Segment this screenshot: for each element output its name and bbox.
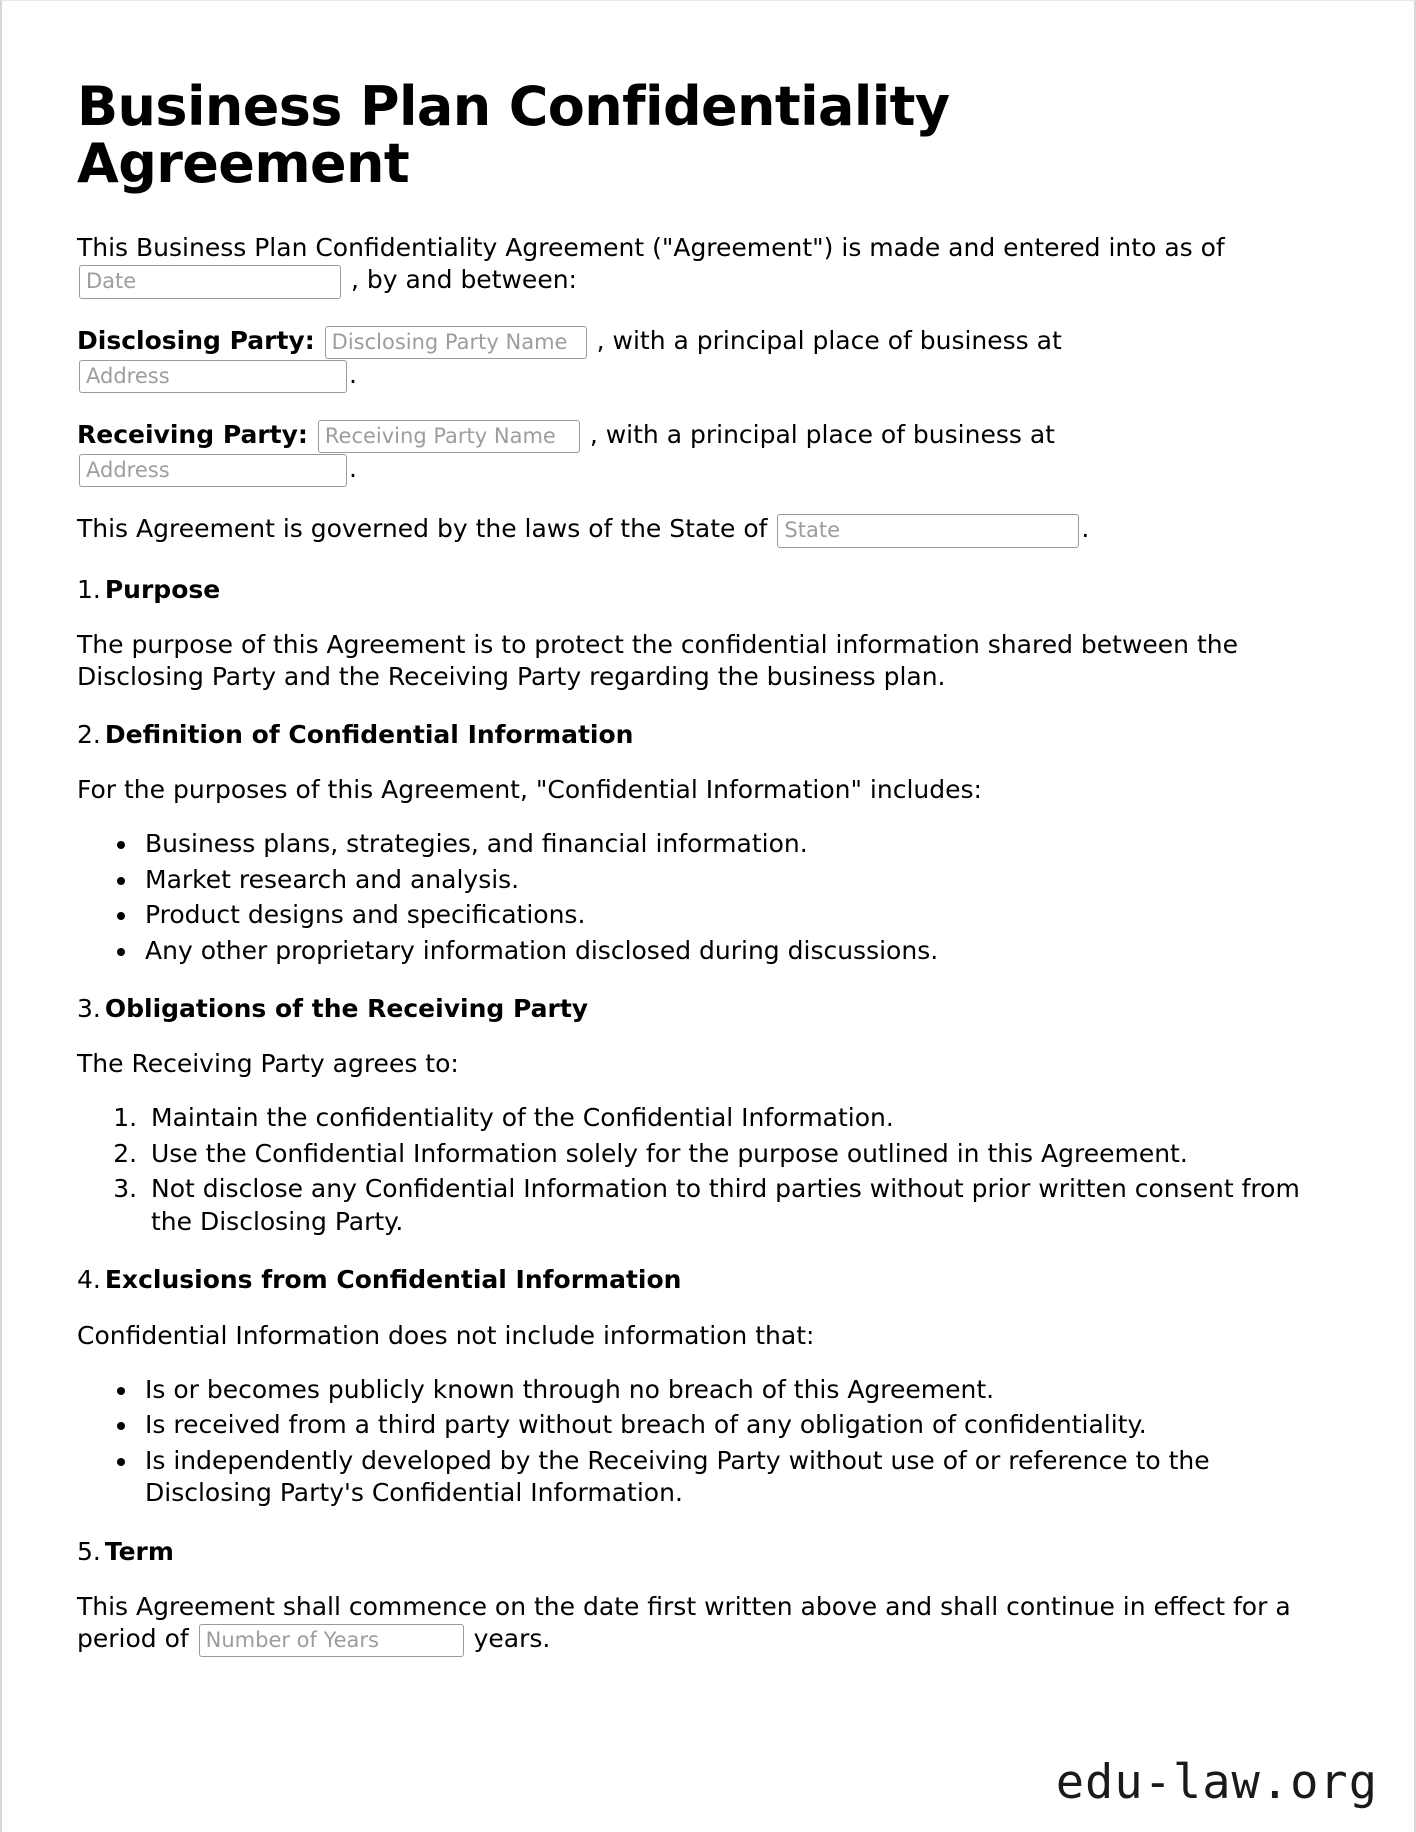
exclusions-list <box>77 1374 1322 1510</box>
section-body-2: For the purposes of this Agreement, "Confidential Information" includes: <box>77 775 982 804</box>
governing-law-text-after: . <box>1081 514 1090 544</box>
list-item: • Product designs and specifications. <box>139 899 1322 932</box>
section-title-1: Purpose <box>104 574 221 604</box>
receiving-party-end-text: . <box>349 454 357 484</box>
section-heading-5 <box>77 1536 1322 1567</box>
term-paragraph <box>77 1591 1322 1657</box>
section-body-4: Confidential Information does not include information that: <box>77 1320 815 1350</box>
section-body-1: The purpose of this Agreement is to protect the confidential information shared between the Disclosing Party and the Receiving Party regarding the business plan. <box>77 629 1238 691</box>
governing-law-text-before: This Agreement is governed by the laws of the State of <box>77 514 768 544</box>
disclosing-party-paragraph <box>77 325 1322 393</box>
section-number-3: 3. <box>77 994 101 1023</box>
number-of-years-input[interactable] <box>199 1624 464 1657</box>
receiving-party-obligations-list <box>77 1102 1322 1238</box>
section-title-3: Obligations of the Receiving Party <box>104 994 589 1023</box>
section-title-5: Term <box>104 1536 174 1566</box>
date-input[interactable] <box>79 265 341 298</box>
page-title: Business Plan Confidentiality Agreement <box>77 75 950 195</box>
receiving-party-middle-text: , with a principal place of business at <box>589 419 1055 449</box>
list-item: 2. Use the Confidential Information solely for the purpose outlined in this Agreement. <box>145 1138 1322 1171</box>
section-number-1: 1. <box>77 574 101 604</box>
confidential-information-list <box>77 828 1322 967</box>
receiving-party-label: Receiving Party: <box>77 419 308 449</box>
section-number-2: 2. <box>77 719 101 749</box>
list-item: • Any other proprietary information disclosed during discussions. <box>139 935 1322 968</box>
intro-text-before-date: This Business Plan Confidentiality Agreement ("Agreement") is made and entered into as of <box>77 233 1225 263</box>
disclosing-party-label: Disclosing Party: <box>77 325 315 355</box>
list-item: • Business plans, strategies, and financial information. <box>139 828 1322 861</box>
term-text-before: This Agreement shall commence on the date first written above and shall continue in effect for a period of <box>77 1591 1291 1653</box>
section-body-3: The Receiving Party agrees to: <box>77 1049 459 1079</box>
section-heading-2 <box>77 719 1322 750</box>
list-item: • Market research and analysis. <box>139 864 1322 897</box>
term-text-after: years. <box>473 1623 551 1653</box>
governing-law-paragraph <box>77 513 1322 547</box>
disclosing-party-name-input[interactable] <box>325 326 587 359</box>
state-input[interactable] <box>777 514 1079 547</box>
receiving-party-name-input[interactable] <box>318 420 580 453</box>
receiving-party-address-input[interactable] <box>79 454 347 487</box>
section-heading-4 <box>77 1264 1322 1295</box>
section-title-4: Exclusions from Confidential Information <box>104 1265 682 1295</box>
section-heading-3 <box>77 993 1322 1024</box>
intro-paragraph <box>77 232 1322 298</box>
section-number-5: 5. <box>77 1536 101 1566</box>
list-item: • Is or becomes publicly known through no breach of this Agreement. <box>139 1374 1322 1407</box>
section-title-2: Definition of Confidential Information <box>104 719 634 749</box>
disclosing-party-address-input[interactable] <box>79 360 347 393</box>
list-item: • Is received from a third party without breach of any obligation of confidentiality. <box>139 1409 1322 1442</box>
list-item: • Is independently developed by the Receiving Party without use of or reference to the Disclosing Party's Confidential Information. <box>139 1445 1322 1510</box>
watermark: edu-law.org <box>1055 1755 1378 1810</box>
document-content <box>77 75 1322 1683</box>
section-number-4: 4. <box>77 1265 101 1295</box>
list-item: 3. Not disclose any Confidential Information to third parties without prior written consent from the Disclosing Party. <box>145 1173 1322 1238</box>
intro-text-after-date: , by and between: <box>350 265 577 295</box>
list-item: 1. Maintain the confidentiality of the Confidential Information. <box>145 1102 1322 1135</box>
receiving-party-paragraph <box>77 419 1322 487</box>
section-heading-1 <box>77 574 1322 605</box>
disclosing-party-end-text: . <box>349 359 357 389</box>
disclosing-party-middle-text: , with a principal place of business at <box>596 325 1062 355</box>
